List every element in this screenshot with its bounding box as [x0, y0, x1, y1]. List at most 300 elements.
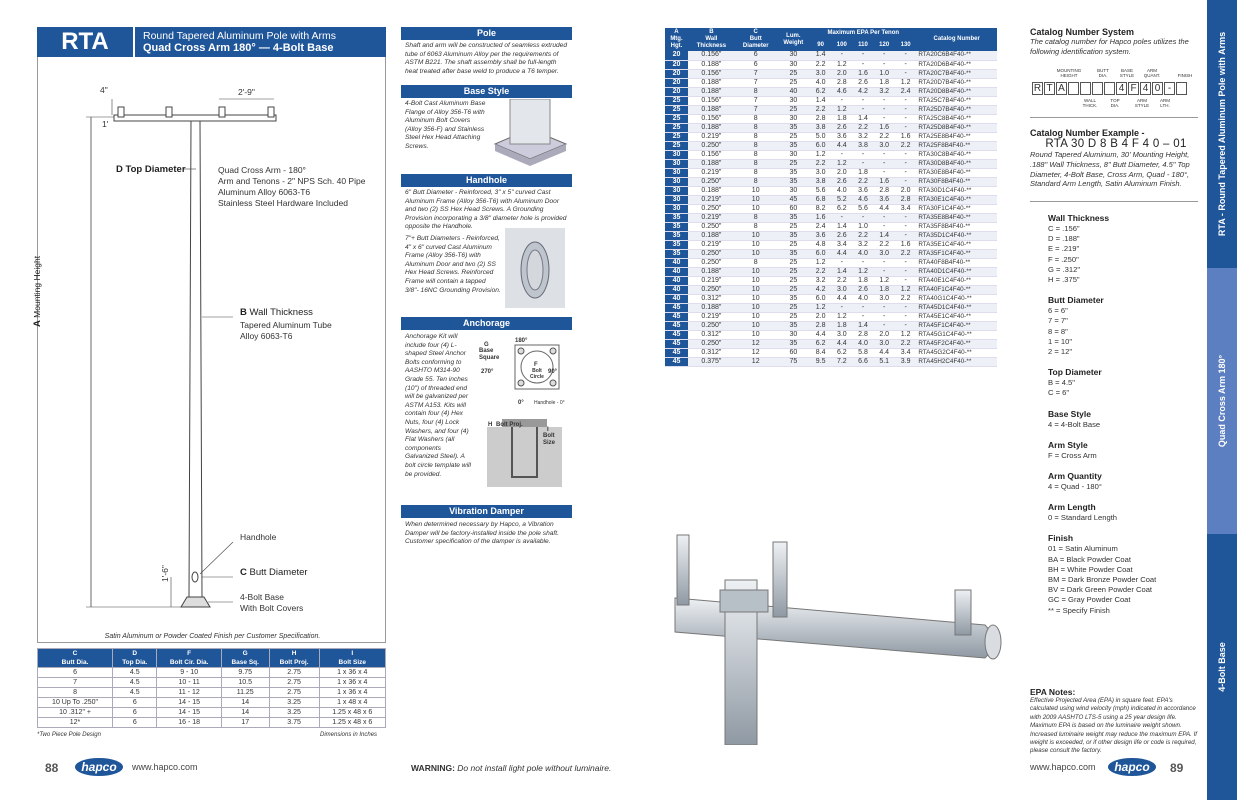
spec-cell: 0.250": [688, 258, 735, 267]
spec-cell: 25: [777, 285, 811, 294]
spec-cell: 1.2: [831, 159, 852, 168]
spec-cell: 0.156": [688, 150, 735, 159]
catalog-box: T: [1044, 82, 1055, 95]
anch-0: 0°: [518, 400, 524, 406]
spec-cell: RTA40F8B4F40-**: [916, 258, 997, 267]
spec-cell: 0.219": [688, 240, 735, 249]
spec-cell: 45: [665, 303, 688, 312]
catalog-group-title: Arm Length: [1048, 502, 1096, 513]
catalog-group-item: BH = White Powder Coat: [1048, 564, 1133, 574]
spec-cell: -: [853, 213, 874, 222]
spec-cell: 35: [665, 213, 688, 222]
catalog-group: [1048, 533, 1198, 615]
spec-cell: 3.8: [810, 123, 831, 132]
spec-cell: 40: [665, 276, 688, 285]
spec-cell: -: [873, 168, 894, 177]
spec-row: [665, 78, 997, 87]
spec-cell: 4.4: [873, 349, 894, 358]
spec-cell: 3.0: [831, 285, 852, 294]
spec-cell: -: [853, 258, 874, 267]
spec-cell: 12: [735, 349, 777, 358]
spec-cell: -: [873, 60, 894, 69]
spec-cell: 5.1: [873, 358, 894, 367]
spec-cell: 6.2: [831, 349, 852, 358]
catalog-box: [1176, 82, 1187, 95]
spec-cell: 2.0: [831, 168, 852, 177]
spec-cell: 2.6: [831, 177, 852, 186]
spec-cell: 1.6: [895, 240, 916, 249]
spec-cell: 10: [735, 312, 777, 321]
epa-col: 90: [810, 40, 831, 52]
catalog-box: 4: [1116, 82, 1127, 95]
spec-cell: 2.8: [810, 321, 831, 330]
epa-col: 120: [873, 40, 894, 52]
header-label: Base Sq.: [231, 659, 259, 666]
spec-cell: -: [873, 96, 894, 105]
table-cell: 4.5: [113, 678, 157, 688]
spec-cell: -: [895, 258, 916, 267]
spec-cell: RTA20C7B4F40-**: [916, 69, 997, 78]
spec-cell: 1.6: [895, 132, 916, 141]
spec-cell: -: [873, 105, 894, 114]
catalog-group: [1048, 367, 1198, 398]
spec-row: [665, 60, 997, 69]
spec-cell: 25: [777, 78, 811, 87]
spec-cell: 0.156": [688, 96, 735, 105]
spec-cell: 0.188": [688, 78, 735, 87]
spec-cell: 1.4: [853, 321, 874, 330]
anch-270: 270°: [481, 369, 494, 375]
header-label: Bolt Size: [338, 659, 366, 666]
catalog-box: -: [1164, 82, 1175, 95]
spec-cell: -: [853, 159, 874, 168]
spec-cell: 40: [777, 87, 811, 96]
spec-cell: 3.6: [831, 132, 852, 141]
spec-cell: RTA25C8B4F40-**: [916, 114, 997, 123]
spec-cell: 2.2: [873, 132, 894, 141]
anch-handhole: Handhole - 0°: [534, 400, 565, 406]
spec-cell: 0.219": [688, 132, 735, 141]
title-code: RTA: [37, 27, 135, 57]
url-right: www.hapco.com: [1030, 762, 1096, 772]
table-cell: 11 - 12: [157, 688, 221, 698]
spec-cell: -: [895, 96, 916, 105]
spec-cell: 2.8: [810, 114, 831, 123]
header-label: Bolt Cir. Dia.: [169, 659, 209, 666]
catalog-group-item: F = .250": [1048, 254, 1079, 264]
catalog-group: [1048, 502, 1198, 523]
spec-cell: -: [873, 303, 894, 312]
spec-row: [665, 177, 997, 186]
table-row: [38, 698, 386, 708]
spec-cell: 20: [665, 87, 688, 96]
arm-line: Aluminum Alloy 6063-T6: [218, 187, 311, 197]
spec-cell: 1.8: [853, 276, 874, 285]
spec-cell: RTA45D1C4F40-**: [916, 303, 997, 312]
spec-cell: 4.2: [853, 87, 874, 96]
table-cell: 10 - 11: [157, 678, 221, 688]
sidebar-section-1: [1207, 0, 1237, 268]
spec-cell: 1.4: [873, 231, 894, 240]
spec-cell: 1.8: [831, 321, 852, 330]
spec-cell: RTA20D6B4F40-**: [916, 60, 997, 69]
spec-cell: -: [831, 150, 852, 159]
spec-cell: 20: [665, 51, 688, 60]
spec-cell: 0.219": [688, 312, 735, 321]
spec-row: [665, 213, 997, 222]
catalog-group-item: ** = Specify Finish: [1048, 605, 1110, 615]
spec-cell: 45: [665, 349, 688, 358]
catalog-group-item: B = 4.5": [1048, 378, 1075, 388]
spec-cell: 2.8: [873, 186, 894, 195]
spec-cell: 45: [665, 321, 688, 330]
epa-notes: [1030, 687, 1202, 756]
header-label: Top Dia.: [122, 659, 148, 666]
spec-cell: 7.2: [831, 358, 852, 367]
cd-top-label: BASE STYLE: [1119, 68, 1135, 78]
title-bar: [37, 27, 386, 57]
pole-section-title: Pole: [401, 27, 572, 40]
spec-cell: 0.156": [688, 69, 735, 78]
catalog-group: [1048, 295, 1198, 357]
catalog-example-title: Catalog Number Example -: [1030, 128, 1145, 138]
spec-cell: 35: [777, 123, 811, 132]
header-line: Butt: [749, 36, 762, 42]
spec-cell: 3.8: [853, 141, 874, 150]
spec-cell: 1.2: [853, 267, 874, 276]
catalog-group-item: GC = Gray Powder Coat: [1048, 595, 1131, 605]
spec-cell: 3.0: [810, 69, 831, 78]
table-cell: 10 .312" +: [38, 708, 113, 718]
spec-cell: 8: [735, 123, 777, 132]
spec-row: [665, 87, 997, 96]
anch-bolt-circle: Bolt Circle: [530, 368, 544, 380]
base-style-title: Base Style: [401, 85, 572, 98]
handhole-section-title: Handhole: [401, 174, 572, 187]
catalog-box: F: [1128, 82, 1139, 95]
table-cell: 1 x 48 x 4: [319, 698, 385, 708]
spec-cell: RTA45H2C4F40-**: [916, 358, 997, 367]
spec-cell: -: [895, 150, 916, 159]
header-letter: B: [709, 29, 714, 35]
spec-cell: 35: [665, 240, 688, 249]
table-cell: 17: [221, 718, 269, 728]
table-cell: 2.75: [269, 688, 319, 698]
butt-diameter-letter: C: [240, 567, 247, 578]
arm-line: Quad Cross Arm - 180°: [218, 165, 306, 175]
spec-cell: 35: [777, 340, 811, 349]
spec-cell: 1.2: [895, 78, 916, 87]
spec-row: [665, 51, 997, 60]
spec-cell: -: [831, 51, 852, 60]
table-cell: 3.25: [269, 708, 319, 718]
spec-cell: 25: [777, 276, 811, 285]
spec-cell: 25: [665, 96, 688, 105]
pole-drawing-panel: [32, 57, 386, 643]
spec-cell: -: [873, 321, 894, 330]
title-line-1: Round Tapered Aluminum Pole with Arms: [143, 30, 336, 42]
table-cell: 9.75: [221, 668, 269, 678]
table-header: [113, 649, 157, 668]
spec-cell: 30: [665, 159, 688, 168]
spec-cell: 8: [735, 114, 777, 123]
spec-cell: 10: [735, 330, 777, 339]
mounting-height-letter: A: [32, 320, 43, 327]
table-header-row: [38, 649, 386, 668]
spec-cell: 2.2: [895, 141, 916, 150]
table-cell: 1.25 x 48 x 6: [319, 718, 385, 728]
spec-cell: 35: [777, 231, 811, 240]
spec-cell: 2.2: [810, 267, 831, 276]
spec-cell: 6.0: [810, 249, 831, 258]
spec-cell: 0.250": [688, 177, 735, 186]
spec-cell: -: [853, 303, 874, 312]
spec-row: [665, 150, 997, 159]
spec-cell: -: [873, 51, 894, 60]
spec-table-body: [665, 51, 997, 367]
spec-cell: 8: [735, 159, 777, 168]
spec-cell: 2.6: [853, 285, 874, 294]
spec-cell: RTA45G1C4F40-**: [916, 330, 997, 339]
spec-cell: -: [853, 60, 874, 69]
catalog-group-item: E = .219": [1048, 244, 1080, 254]
footnote-left: *Two Piece Pole Design: [37, 732, 101, 738]
spec-cell: 5.6: [810, 186, 831, 195]
header-letter: D: [132, 650, 138, 657]
spec-cell: 35: [777, 141, 811, 150]
spec-cell: 8: [735, 258, 777, 267]
spec-cell: 6.2: [810, 87, 831, 96]
spec-cell: 10: [735, 294, 777, 303]
base-image: [490, 99, 570, 169]
sidebar-section-2: [1207, 268, 1237, 534]
spec-cell: RTA30D1C4F40-**: [916, 186, 997, 195]
spec-cell: 25: [665, 123, 688, 132]
spec-cell: -: [895, 213, 916, 222]
catalog-group-item: 2 = 12": [1048, 347, 1073, 357]
top-diameter-letter: D: [116, 164, 123, 175]
spec-cell: 0.156": [688, 114, 735, 123]
spec-cell: 45: [777, 195, 811, 204]
spec-cell: 0.188": [688, 231, 735, 240]
spec-cell: 7: [735, 105, 777, 114]
spec-cell: RTA25D7B4F40-**: [916, 105, 997, 114]
spec-cell: 6: [735, 60, 777, 69]
spec-cell: 0.156": [688, 51, 735, 60]
handhole-text-1: 6" Butt Diameter - Reinforced, 3" x 5" curved Cast Aluminum Frame (Alloy 356-T6) with Aluminum Door and two (2) SS Hex Head Screws. A Grounding Provision incorporating a 3/8" diameter hole is provided opposite the Handhole.: [405, 189, 567, 231]
spec-cell: 6.8: [810, 195, 831, 204]
page-number-left: 88: [45, 761, 59, 775]
table-row: [38, 678, 386, 688]
spec-cell: RTA45F2C4F40-**: [916, 340, 997, 349]
catalog-group-item: 7 = 7": [1048, 316, 1068, 326]
catalog-group-title: Wall Thickness: [1048, 213, 1110, 223]
table-cell: 1 x 36 x 4: [319, 678, 385, 688]
arm-description: [218, 165, 365, 209]
table-cell: 11.25: [221, 688, 269, 698]
spec-cell: 0.219": [688, 213, 735, 222]
cd-top-label: MOUNTING HEIGHT: [1056, 68, 1082, 78]
spec-row: [665, 141, 997, 150]
spec-cell: 0.250": [688, 141, 735, 150]
header-letter: C: [72, 650, 78, 657]
spec-cell: 60: [777, 204, 811, 213]
spec-row: [665, 231, 997, 240]
table-cell: 2.75: [269, 668, 319, 678]
spec-cell: -: [853, 150, 874, 159]
table-cell: 12*: [38, 718, 113, 728]
spec-cell: 20: [665, 60, 688, 69]
spec-cell: 35: [777, 294, 811, 303]
header-line: Diameter: [742, 43, 769, 49]
spec-cell: 10: [735, 195, 777, 204]
page-number-right: 89: [1170, 761, 1184, 775]
spec-cell: 0.312": [688, 294, 735, 303]
spec-cell: RTA45E1C4F40-**: [916, 312, 997, 321]
catalog-system-text: The catalog number for Hapco poles utilizes the following identification system.: [1030, 37, 1189, 56]
header-line: Weight: [783, 39, 804, 46]
spec-cell: 35: [777, 249, 811, 258]
spec-cell: 8: [735, 141, 777, 150]
spec-cell: 5.0: [810, 132, 831, 141]
anch-bolt-size: Bolt Size: [543, 433, 556, 446]
spec-cell: -: [853, 105, 874, 114]
wall-thickness-label: [240, 307, 313, 318]
catalog-example-code: RTA 30 D 8 B 4 F 4 0 – 01: [1045, 138, 1187, 150]
spec-cell: 5.2: [831, 195, 852, 204]
catalog-group-title: Arm Quantity: [1048, 471, 1102, 482]
spec-cell: 8: [735, 168, 777, 177]
spec-cell: 0.250": [688, 340, 735, 349]
vibration-section-title: Vibration Damper: [401, 505, 572, 518]
catalog-groups: [1048, 213, 1198, 626]
spec-cell: 10: [735, 231, 777, 240]
spec-header-a: [665, 28, 688, 51]
spec-cell: RTA40G1C4F40-**: [916, 294, 997, 303]
mounting-height-text: Mounting Height: [32, 255, 42, 318]
spec-cell: 30: [665, 150, 688, 159]
spec-cell: 0.250": [688, 285, 735, 294]
spec-cell: 2.2: [853, 123, 874, 132]
anch-bolt-proj: Bolt Proj.: [496, 422, 523, 428]
spec-cell: 25: [777, 312, 811, 321]
spec-cell: 8.2: [810, 204, 831, 213]
wall-thickness-text: Wall Thickness: [249, 307, 313, 318]
spec-cell: RTA35E1C4F40-**: [916, 240, 997, 249]
spec-cell: -: [895, 312, 916, 321]
spec-cell: 0.250": [688, 321, 735, 330]
table-header: [319, 649, 385, 668]
spec-cell: 4.6: [831, 87, 852, 96]
table-cell: 14: [221, 708, 269, 718]
spec-cell: 3.4: [895, 204, 916, 213]
handhole-text-2: 7"+ Butt Diameters - Reinforced, 4" x 6" curved Cast Aluminum Frame (Alloy 356-T6) with Aluminum Door and two (2) SS Hex Head Screws. Reinforced Frame will contain a tapped 3/8"- 16NC Grounding Provision.: [405, 235, 501, 294]
spec-cell: 60: [777, 349, 811, 358]
spec-cell: 8: [735, 87, 777, 96]
spec-cell: -: [873, 222, 894, 231]
spec-cell: 2.2: [895, 294, 916, 303]
spec-cell: 1.2: [810, 258, 831, 267]
spec-header-row: [665, 28, 997, 40]
spec-cell: 2.2: [831, 276, 852, 285]
spec-cell: RTA35F1C4F40-**: [916, 249, 997, 258]
spec-cell: 2.2: [895, 249, 916, 258]
spec-cell: 1.2: [810, 303, 831, 312]
spec-cell: -: [873, 150, 894, 159]
spec-cell: 5.8: [853, 349, 874, 358]
catalog-system: [1030, 27, 1200, 56]
header-line: Lum.: [786, 32, 801, 39]
spec-cell: 40: [665, 285, 688, 294]
spec-cell: 25: [777, 267, 811, 276]
catalog-box: [1068, 82, 1079, 95]
epa-notes-text: Effective Projected Area (EPA) in square feet. EPA's calculated using wind velocity (mph) indicated in accordance with 2009 AASHTO LTS-5 using a 25 year design life. Maximum EPA is based on the luminaire weight shown. Increased luminaire weight may reduce the maximum EPA. If weight is exceeded, or if other design life or code is required, please consult the factory.: [1030, 697, 1198, 755]
catalog-boxes: [1032, 82, 1187, 95]
spec-cell: 1.8: [853, 168, 874, 177]
dim-4in: 4": [100, 85, 108, 95]
spec-cell: 10: [735, 249, 777, 258]
spec-row: [665, 276, 997, 285]
header-label: Butt Dia.: [61, 659, 89, 666]
spec-cell: 7: [735, 78, 777, 87]
catalog-system-title: Catalog Number System: [1030, 27, 1135, 37]
spec-cell: -: [873, 213, 894, 222]
spec-cell: 45: [665, 340, 688, 349]
spec-row: [665, 312, 997, 321]
vibration-text: When determined necessary by Hapco, a Vibration Damper will be factory-installed inside the pole shaft. Customer specification of the damper is available.: [405, 521, 559, 546]
spec-cell: RTA40D1C4F40-**: [916, 267, 997, 276]
catalog-box: [1104, 82, 1115, 95]
spec-cell: 6.0: [810, 141, 831, 150]
spec-cell: 40: [665, 267, 688, 276]
cross-arm-photo: [665, 520, 1010, 745]
catalog-group-item: H = .375": [1048, 275, 1080, 285]
spec-cell: 30: [777, 330, 811, 339]
table-cell: 10.5: [221, 678, 269, 688]
spec-cell: 0.219": [688, 168, 735, 177]
spec-cell: RTA30E8B4F40-**: [916, 168, 997, 177]
catalog-group-item: D = .188": [1048, 234, 1080, 244]
spec-cell: -: [895, 222, 916, 231]
spec-cell: 2.2: [853, 231, 874, 240]
spec-cell: RTA30C8B4F40-**: [916, 150, 997, 159]
spec-cell: -: [895, 51, 916, 60]
spec-cell: -: [895, 69, 916, 78]
spec-cell: 1.6: [873, 177, 894, 186]
header-letter: G: [242, 650, 248, 657]
spec-cell: 25: [665, 141, 688, 150]
spec-cell: 25: [777, 222, 811, 231]
spec-row: [665, 159, 997, 168]
base-line: With Bolt Covers: [240, 603, 304, 613]
spec-cell: 20: [665, 78, 688, 87]
spec-row: [665, 69, 997, 78]
spec-cell: 0.188": [688, 87, 735, 96]
spec-cell: 2.2: [873, 240, 894, 249]
spec-cell: 25: [665, 105, 688, 114]
spec-cell: -: [873, 258, 894, 267]
dim-1ft6: 1'-6": [160, 565, 170, 582]
table-row: [38, 668, 386, 678]
spec-cell: 4.4: [831, 340, 852, 349]
spec-cell: 10: [735, 204, 777, 213]
spec-cell: -: [831, 96, 852, 105]
warning: [411, 763, 611, 773]
table-cell: 6: [38, 668, 113, 678]
spec-cell: 25: [777, 69, 811, 78]
catalog-group: [1048, 409, 1198, 430]
spec-cell: -: [895, 267, 916, 276]
